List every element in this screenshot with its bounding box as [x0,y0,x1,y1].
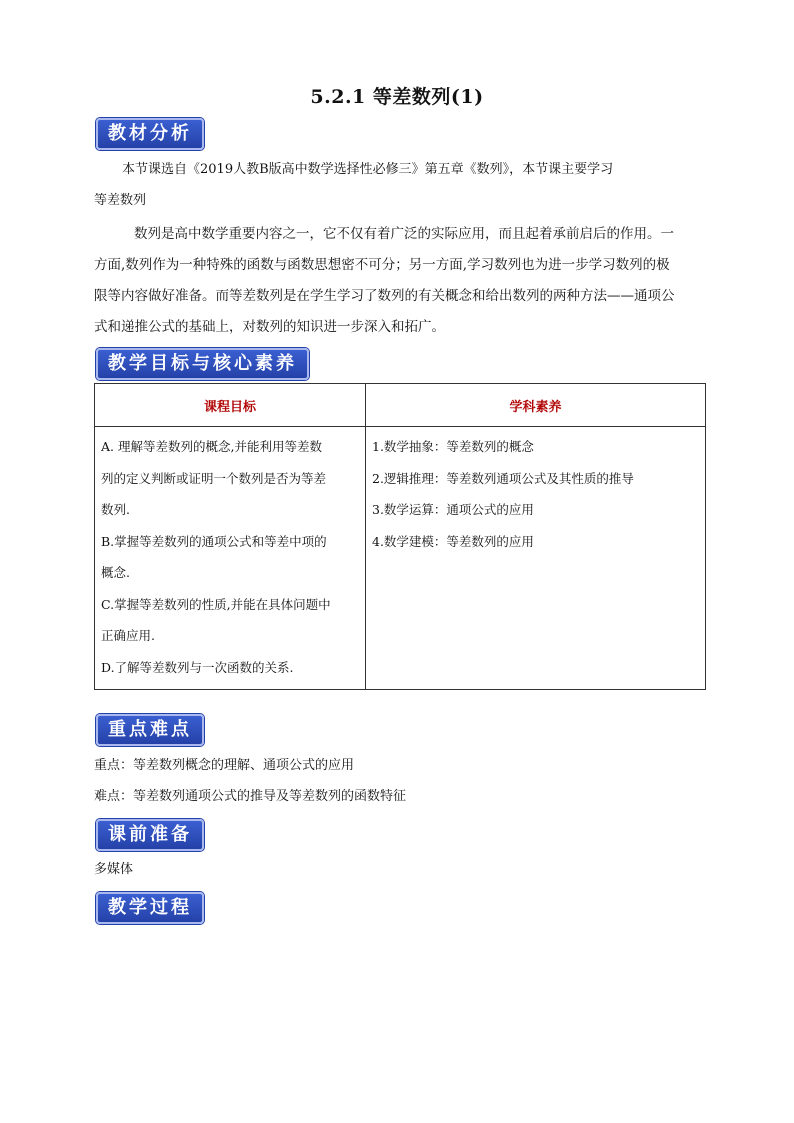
section-badge-process: 教学过程 [96,892,204,924]
course-goal-line: 正确应用. [101,628,155,643]
analysis-body-line: 方面,数列作为一种特殊的函数与函数思想密不可分；另一方面,学习数列也为进一步学习数列的极 [94,257,670,273]
literacy-line: 4.数学建模：等差数列的应用 [372,533,534,549]
literacy-line: 3.数学运算：通项公式的应用 [372,502,534,517]
goals-table-header-row [95,384,706,427]
course-goal-line: 列的定义判断或证明一个数列是否为等差 [101,470,327,486]
section-badge-key-points: 重点难点 [96,714,204,746]
course-goal-line: 数列. [101,502,130,517]
goals-literacy-cell [366,427,706,690]
course-goal-line: 概念. [101,565,130,580]
course-goal-line: A. 理解等差数列的概念,并能利用等差数 [101,439,322,454]
goals-header-course: 课程目标 [95,384,366,427]
section-badge-analysis: 教材分析 [96,118,204,150]
literacy-line: 2.逻辑推理：等差数列通项公式及其性质的推导 [372,470,634,486]
analysis-body-line: 限等内容做好准备。而等差数列是在学生学习了数列的有关概念和给出数列的两种方法——通项公 [94,288,675,304]
analysis-body [94,219,706,343]
goals-table-body-row [95,427,706,690]
goals-header-literacy: 学科素养 [366,384,706,427]
course-goal-line: C.掌握等差数列的性质,并能在具体问题中 [101,596,331,612]
section-badge-goals: 教学目标与核心素养 [96,348,309,380]
key-point-focus: 重点：等差数列概念的理解、通项公式的应用 [94,758,355,773]
analysis-body-line: 式和递推公式的基础上，对数列的知识进一步深入和拓广。 [94,319,445,335]
analysis-body-line: 数列是高中数学重要内容之一，它不仅有着广泛的实际应用，而且起着承前启后的作用。一 [134,226,674,242]
literacy-line: 1.数学抽象：等差数列的概念 [372,439,534,454]
section-badge-preparation: 课前准备 [96,819,204,851]
preparation-text: 多媒体 [94,862,134,877]
document-title: 5.2.1 等差数列(1) [310,86,484,108]
course-goal-line: D.了解等差数列与一次函数的关系. [101,659,294,675]
goals-table [94,383,706,690]
key-point-difficulty: 难点：等差数列通项公式的推导及等差数列的函数特征 [94,789,407,804]
course-goal-line: B.掌握等差数列的通项公式和等差中项的 [101,533,327,549]
analysis-intro-line2: 等差数列 [94,193,147,208]
analysis-intro-line1: 本节课选自《2019人教B版高中数学选择性必修三》第五章《数列》，本节课主要学习 [122,162,614,177]
goals-course-cell [95,427,366,690]
